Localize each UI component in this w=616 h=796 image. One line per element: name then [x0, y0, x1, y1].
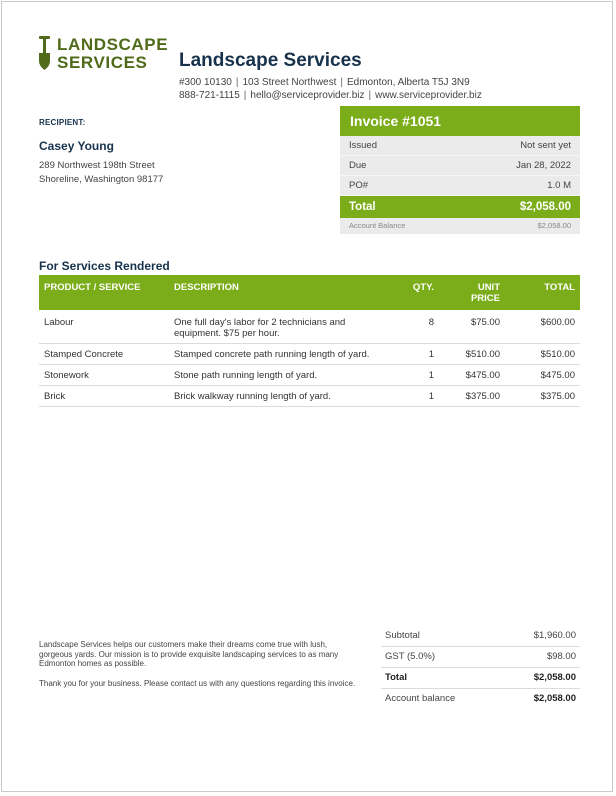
account-balance-value: $2,058.00	[533, 693, 576, 704]
gst-row	[381, 647, 580, 668]
gst-label: GST (5.0%)	[385, 651, 435, 662]
item-unit-price: $75.00	[439, 310, 505, 344]
column-header-total: TOTAL	[505, 275, 580, 310]
account-balance-label: Account balance	[385, 693, 456, 704]
item-qty: 1	[399, 365, 439, 386]
recipient-name: Casey Young	[39, 139, 114, 153]
footer-note	[39, 640, 357, 698]
item-unit-price: $475.00	[439, 365, 505, 386]
item-unit-price: $510.00	[439, 344, 505, 365]
company-info	[179, 50, 482, 102]
logo-text-line2: SERVICES	[57, 53, 148, 72]
item-product: Labour	[39, 310, 169, 344]
column-header-unit-price-line2: PRICE	[470, 293, 500, 304]
column-header-unit-price	[439, 275, 505, 310]
invoice-balance-row	[340, 218, 580, 234]
invoice-po-row	[340, 176, 580, 196]
item-product: Stonework	[39, 365, 169, 386]
invoice-total-label: Total	[349, 201, 376, 213]
item-product: Stamped Concrete	[39, 344, 169, 365]
item-description: Brick walkway running length of yard.	[169, 386, 399, 407]
table-row	[39, 344, 580, 365]
company-website: www.serviceprovider.biz	[375, 90, 482, 101]
item-description: One full day's labor for 2 technicians and equipment. $75 per hour.	[169, 310, 399, 344]
item-total: $510.00	[505, 344, 580, 365]
item-qty: 1	[399, 344, 439, 365]
item-unit-price: $375.00	[439, 386, 505, 407]
column-header-product: PRODUCT / SERVICE	[39, 275, 169, 310]
total-value: $2,058.00	[533, 672, 576, 683]
services-table	[39, 275, 580, 407]
shovel-icon	[38, 36, 51, 70]
company-city: Edmonton, Alberta T5J 3N9	[347, 77, 470, 88]
table-row	[39, 365, 580, 386]
table-row	[39, 310, 580, 344]
company-suite: #300 10130	[179, 77, 232, 88]
company-name: Landscape Services	[179, 50, 362, 71]
invoice-issued-value: Not sent yet	[520, 140, 571, 151]
invoice-po-label: PO#	[349, 180, 369, 191]
recipient-label: RECIPIENT:	[39, 118, 86, 127]
item-qty: 8	[399, 310, 439, 344]
invoice-total-value: $2,058.00	[519, 201, 571, 213]
item-total: $475.00	[505, 365, 580, 386]
invoice-due-label: Due	[349, 160, 367, 171]
services-title: For Services Rendered	[39, 259, 170, 273]
recipient-address-line2: Shoreline, Washington 98177	[39, 174, 164, 185]
invoice-issued-row	[340, 136, 580, 156]
company-email: hello@serviceprovider.biz	[250, 90, 365, 101]
invoice-due-value: Jan 28, 2022	[516, 160, 571, 171]
total-row	[381, 668, 580, 689]
invoice-total-row	[340, 196, 580, 218]
services-header-row	[39, 275, 580, 310]
column-header-unit-price-line1: UNIT	[477, 282, 500, 293]
subtotal-row	[381, 626, 580, 647]
column-header-qty: QTY.	[399, 275, 439, 310]
account-balance-row	[381, 689, 580, 709]
item-description: Stone path running length of yard.	[169, 365, 399, 386]
company-phone: 888-721-1115	[179, 90, 240, 101]
item-product: Brick	[39, 386, 169, 407]
company-street: 103 Street Northwest	[242, 77, 337, 88]
invoice-issued-label: Issued	[349, 140, 377, 151]
invoice-summary-box	[340, 106, 580, 234]
item-total: $375.00	[505, 386, 580, 407]
company-contact: 888-721-1115 | hello@serviceprovider.biz | www.serviceprovider.biz	[179, 90, 482, 101]
invoice-balance-value: $2,058.00	[537, 221, 571, 230]
invoice-balance-label: Account Balance	[349, 221, 406, 230]
logo-text-line1: LANDSCAPE	[57, 35, 169, 54]
subtotal-label: Subtotal	[385, 630, 420, 641]
totals-summary	[381, 626, 580, 709]
recipient-address-line1: 289 Northwest 198th Street	[39, 160, 155, 171]
subtotal-value: $1,960.00	[533, 630, 576, 641]
item-qty: 1	[399, 386, 439, 407]
recipient-block	[39, 118, 163, 187]
item-total: $600.00	[505, 310, 580, 344]
total-label: Total	[385, 672, 407, 683]
invoice-title: Invoice #1051	[340, 106, 580, 136]
invoice-page	[1, 1, 613, 792]
invoice-po-value: 1.0 M	[547, 180, 571, 191]
table-row	[39, 386, 580, 407]
item-description: Stamped concrete path running length of yard.	[169, 344, 399, 365]
column-header-description: DESCRIPTION	[169, 275, 399, 310]
footer-mission-text: Landscape Services helps our customers make their dreams come true with lush, gorgeous yards. Our mission is to provide exquisite landscaping services to as many Edmonton homes as possible.	[39, 640, 339, 668]
gst-value: $98.00	[546, 651, 576, 662]
footer-thanks-text: Thank you for your business. Please contact us with any questions regarding this invoice.	[39, 678, 356, 688]
company-address: #300 10130 | 103 Street Northwest | Edmonton, Alberta T5J 3N9	[179, 77, 470, 88]
company-logo	[38, 36, 168, 72]
invoice-due-row	[340, 156, 580, 176]
